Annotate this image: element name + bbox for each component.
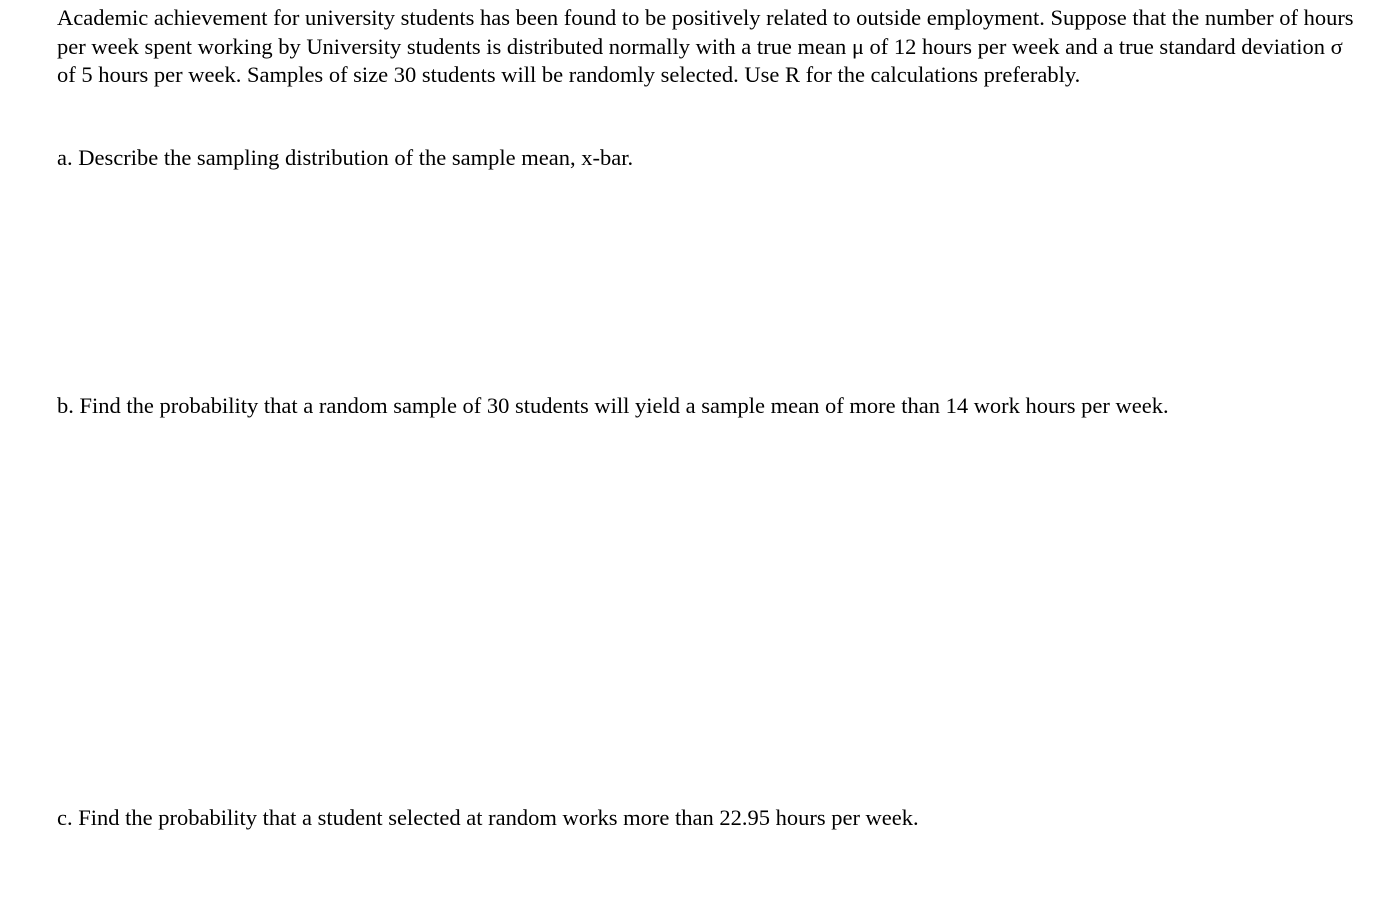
problem-statement: Academic achievement for university students has been found to be positively related to outside employment. Suppose that the number of hours per week spent working by University students is distributed normally with a true mean μ of 12 hours per week and a true standard deviation σ of 5 hours per week. Samples of size 30 students will be randomly selected. Use R for the calculations preferably. bbox=[57, 5, 1354, 88]
question-c: c. Find the probability that a student selected at random works more than 22.95 hours per week. bbox=[57, 805, 919, 830]
question-a: a. Describe the sampling distribution of the sample mean, x-bar. bbox=[57, 145, 634, 170]
question-b: b. Find the probability that a random sample of 30 students will yield a sample mean of more than 14 work hours per week. bbox=[57, 393, 1169, 418]
